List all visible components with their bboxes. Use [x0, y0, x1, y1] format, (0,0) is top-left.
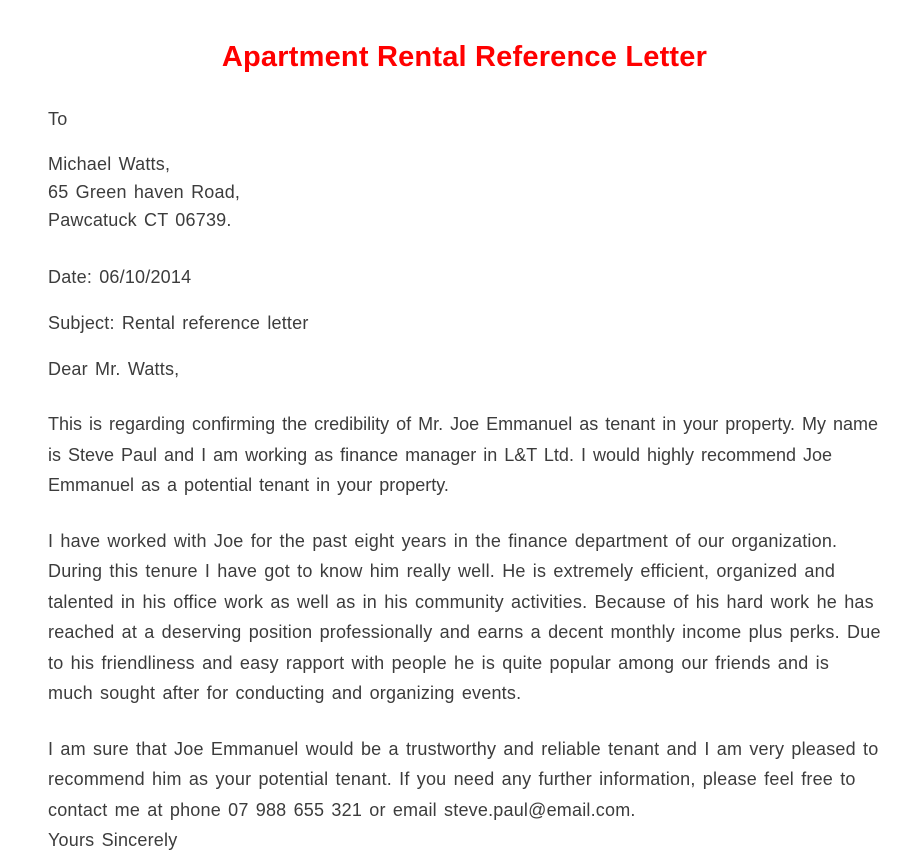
recipient-name: Michael Watts,	[48, 154, 171, 174]
paragraph-introduction: This is regarding confirming the credibility of Mr. Joe Emmanuel as tenant in your property. My name is Steve Paul and I am working as finance manager in L&T Ltd. I would highly recommend Joe Emmanuel as a potential tenant in your property.	[48, 414, 879, 495]
date-line: Date: 06/10/2014	[48, 267, 192, 287]
recipient-city: Pawcatuck CT 06739.	[48, 210, 232, 230]
paragraph-endorsement: I have worked with Joe for the past eight years in the finance department of our organization. During this tenure I have got to know him really well. He is extremely efficient, organized and talented in his office work as well as in his community activities. Because of his hard work he has reached at a deserving position professionally and earns a decent monthly income plus perks. Due to his friendliness and easy rapport with people he is quite popular among our friends and is much sought after for conducting and organizing events.	[48, 530, 881, 703]
paragraph-conclusion-contact: I am sure that Joe Emmanuel would be a trustworthy and reliable tenant and I am very pleased to recommend him as your potential tenant. If you need any further information, please feel free to contact me at phone 07 988 655 321 or email steve.paul@email.com.	[48, 738, 879, 820]
recipient-address-block	[48, 150, 881, 234]
closing-sign-off: Yours Sincerely	[48, 830, 178, 850]
to-label: To	[48, 109, 68, 129]
page-title: Apartment Rental Reference Letter	[221, 41, 708, 73]
greeting-line: Dear Mr. Watts,	[48, 359, 180, 379]
recipient-street: 65 Green haven Road,	[48, 182, 241, 202]
subject-line: Subject: Rental reference letter	[48, 313, 309, 333]
